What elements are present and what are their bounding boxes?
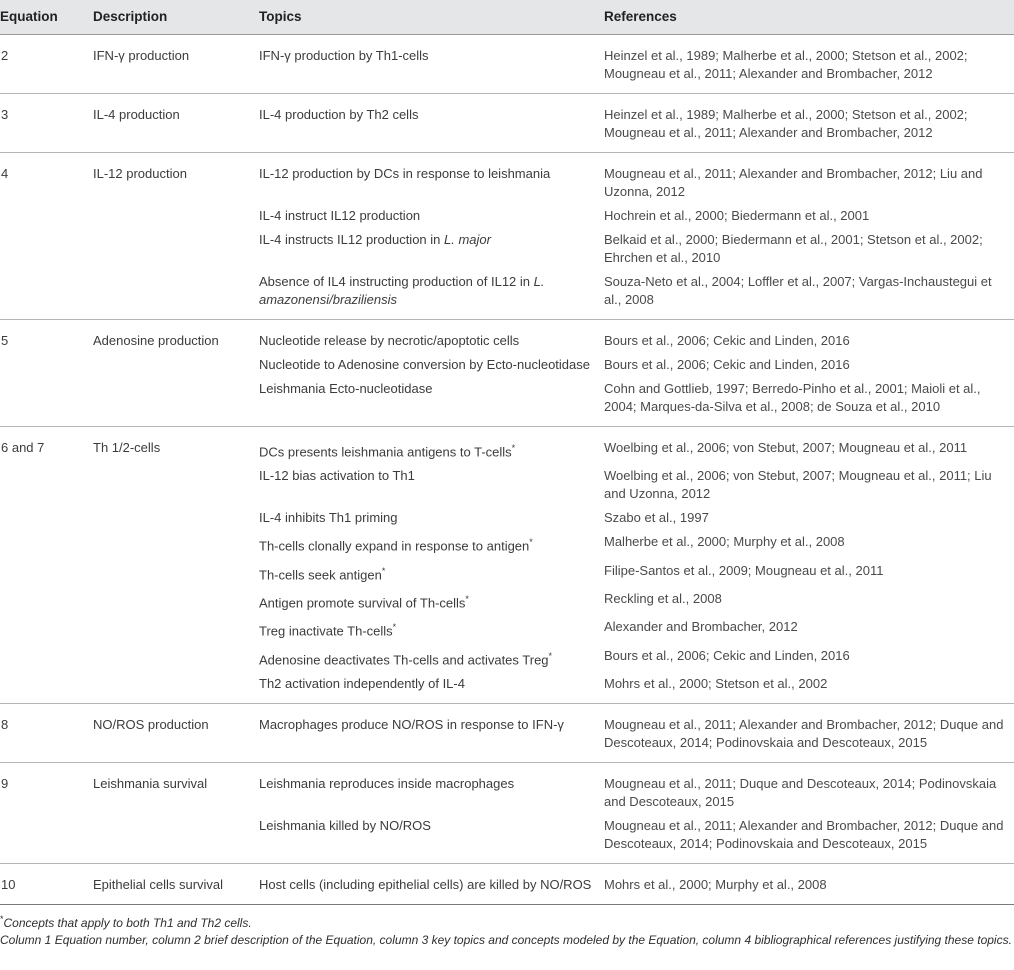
topic-text: Adenosine deactivates Th-cells and activates Treg <box>259 651 549 667</box>
cell-references: Mougneau et al., 2011; Alexander and Brombacher, 2012; Duque and Descoteaux, 2014; Podinovskaia and Descoteaux, 2015 <box>604 814 1014 864</box>
cell-equation: 3 <box>0 94 93 153</box>
topic-text: Th-cells seek antigen <box>259 566 382 582</box>
cell-references: Bours et al., 2006; Cekic and Linden, 2016 <box>604 647 850 663</box>
table-row <box>0 863 1014 904</box>
cell-references: Heinzel et al., 1989; Malherbe et al., 2000; Stetson et al., 2002; Mougneau et al., 2011; Alexander and Brombacher, 2012 <box>604 94 1014 153</box>
table-row <box>0 35 1014 94</box>
table-row <box>0 814 1014 864</box>
cell-topic <box>259 644 604 672</box>
topic-text: Th2 activation independently of IL-4 <box>259 675 465 691</box>
table-row <box>0 153 1014 205</box>
cell-topic <box>259 762 604 814</box>
cell-description <box>93 506 259 530</box>
cell-topic <box>259 320 604 354</box>
cell-description: IL-12 production <box>93 166 187 181</box>
header-topics: Topics <box>259 0 604 35</box>
cell-topic <box>259 427 604 465</box>
cell-description <box>93 270 259 320</box>
topic-text: IL-4 production by Th2 cells <box>259 107 419 122</box>
table-row <box>0 427 1014 465</box>
cell-topic <box>259 587 604 615</box>
table-row <box>0 320 1014 354</box>
cell-description: NO/ROS production <box>93 703 259 762</box>
cell-equation: 5 <box>1 333 9 348</box>
footnote-marker: * <box>381 565 386 576</box>
table-row <box>0 464 1014 506</box>
topic-text: Treg inactivate Th-cells <box>259 623 393 639</box>
cell-description <box>93 814 259 864</box>
cell-description <box>93 644 259 672</box>
cell-references: Filipe-Santos et al., 2009; Mougneau et al., 2011 <box>604 562 884 578</box>
table-row <box>0 506 1014 530</box>
header-references: References <box>604 0 1014 35</box>
cell-description <box>93 204 259 228</box>
cell-description: Leishmania survival <box>93 775 208 791</box>
topic-text: IL-12 bias activation to Th1 <box>259 468 415 484</box>
header-description: Description <box>93 0 259 35</box>
topic-species: L. major <box>444 232 491 247</box>
topic-text: Leishmania Ecto-nucleotidase <box>259 381 433 396</box>
cell-description <box>93 587 259 615</box>
table-body <box>0 35 1014 905</box>
topic-text: Th-cells clonally expand in response to antigen <box>259 538 530 554</box>
cell-topic <box>259 464 604 506</box>
cell-topic <box>259 228 604 270</box>
footnote-text: Concepts that apply to both Th1 and Th2 cells. <box>3 915 252 930</box>
table-row <box>0 644 1014 672</box>
topic-text: Host cells (including epithelial cells) are killed by NO/ROS <box>259 876 592 892</box>
table-row <box>0 559 1014 587</box>
cell-references: Cohn and Gottlieb, 1997; Berredo-Pinho et al., 2001; Maioli et al., 2004; Marques-da-Silva et al., 2008; de Souza et al., 2010 <box>604 377 1014 427</box>
footnote-asterisk <box>0 911 1014 932</box>
cell-references: Alexander and Brombacher, 2012 <box>604 619 798 635</box>
cell-topic <box>259 35 604 94</box>
table-row <box>0 672 1014 704</box>
cell-description <box>93 615 259 643</box>
cell-references: Heinzel et al., 1989; Malherbe et al., 2000; Stetson et al., 2002; Mougneau et al., 2011; Alexander and Brombacher, 2012 <box>604 35 1014 94</box>
topic-species: L. amazonensi/braziliensis <box>259 274 545 307</box>
header-row <box>0 0 1014 35</box>
cell-topic <box>259 703 604 762</box>
topic-text: Nucleotide to Adenosine conversion by Ecto-nucleotidase <box>259 357 590 372</box>
cell-equation <box>0 587 93 615</box>
cell-description: Th 1/2-cells <box>93 440 161 455</box>
topic-text: Macrophages produce NO/ROS in response to IFN-γ <box>259 716 564 732</box>
cell-references: Mougneau et al., 2011; Duque and Descoteaux, 2014; Podinovskaia and Descoteaux, 2015 <box>604 775 997 809</box>
cell-equation <box>0 228 93 270</box>
cell-topic <box>259 530 604 558</box>
cell-references: Reckling et al., 2008 <box>604 590 722 606</box>
cell-topic <box>259 559 604 587</box>
cell-topic <box>259 615 604 643</box>
topic-text: Antigen promote survival of Th-cells <box>259 595 466 611</box>
footnote-marker: * <box>0 913 4 924</box>
cell-description <box>93 377 259 427</box>
cell-references: Mohrs et al., 2000; Stetson et al., 2002 <box>604 672 1014 704</box>
cell-topic <box>259 153 604 205</box>
cell-references: Mougneau et al., 2011; Alexander and Brombacher, 2012; Liu and Uzonna, 2012 <box>604 166 983 199</box>
cell-references: Hochrein et al., 2000; Biedermann et al., 2001 <box>604 208 870 223</box>
cell-equation: 6 and 7 <box>1 440 45 455</box>
cell-references: Mougneau et al., 2011; Alexander and Brombacher, 2012; Duque and Descoteaux, 2014; Podinovskaia and Descoteaux, 2015 <box>604 703 1014 762</box>
cell-topic <box>259 672 604 704</box>
table-footnotes <box>0 905 1014 949</box>
header-equation: Equation <box>0 0 93 35</box>
topic-text: IL-12 production by DCs in response to leishmania <box>259 166 551 181</box>
cell-topic <box>259 94 604 153</box>
cell-equation <box>0 506 93 530</box>
cell-topic <box>259 270 604 320</box>
table-caption: Column 1 Equation number, column 2 brief description of the Equation, column 3 key topics and concepts modeled by the Equation, column 4 bibliographical references justifying these topics. <box>0 932 1012 947</box>
cell-equation: 10 <box>0 863 93 904</box>
cell-topic <box>259 863 604 904</box>
table-row <box>0 703 1014 762</box>
cell-references: Szabo et al., 1997 <box>604 510 709 526</box>
topic-text: Leishmania killed by NO/ROS <box>259 817 431 833</box>
cell-references: Woelbing et al., 2006; von Stebut, 2007; Mougneau et al., 2011; Liu and Uzonna, 2012 <box>604 468 992 502</box>
topic-text: Leishmania reproduces inside macrophages <box>259 775 515 791</box>
cell-references: Malherbe et al., 2000; Murphy et al., 2008 <box>604 534 845 550</box>
topic-text: Nucleotide release by necrotic/apoptotic cells <box>259 333 520 348</box>
topic-text: DCs presents leishmania antigens to T-cells <box>259 444 512 460</box>
table-row <box>0 228 1014 270</box>
cell-equation <box>0 204 93 228</box>
cell-topic <box>259 814 604 864</box>
footnote-marker: * <box>511 443 516 453</box>
cell-equation: 9 <box>1 775 9 791</box>
cell-description <box>93 464 259 506</box>
cell-references: Woelbing et al., 2006; von Stebut, 2007; Mougneau et al., 2011 <box>604 440 968 455</box>
table-row <box>0 94 1014 153</box>
cell-equation <box>0 530 93 558</box>
table-row <box>0 377 1014 427</box>
cell-description: IL-4 production <box>93 94 259 153</box>
footnote-marker: * <box>465 593 469 604</box>
cell-equation <box>0 814 93 864</box>
cell-equation <box>0 672 93 704</box>
cell-references: Mohrs et al., 2000; Murphy et al., 2008 <box>604 863 1014 904</box>
cell-equation: 2 <box>0 35 93 94</box>
footnote-marker: * <box>548 650 553 661</box>
topic-text: IL-4 instruct IL12 production <box>259 208 421 223</box>
cell-references: Belkaid et al., 2000; Biedermann et al., 2001; Stetson et al., 2002; Ehrchen et al., 2010 <box>604 232 983 265</box>
cell-topic <box>259 506 604 530</box>
cell-equation <box>0 615 93 643</box>
cell-description: Epithelial cells survival <box>93 863 259 904</box>
table-row <box>0 204 1014 228</box>
cell-description <box>93 672 259 704</box>
topic-text: IFN-γ production by Th1-cells <box>259 48 429 63</box>
cell-equation <box>0 377 93 427</box>
footnote-marker: * <box>392 622 397 633</box>
cell-references: Bours et al., 2006; Cekic and Linden, 2016 <box>604 333 850 348</box>
cell-description <box>93 228 259 270</box>
cell-equation <box>0 464 93 506</box>
cell-description <box>93 530 259 558</box>
cell-equation: 4 <box>1 166 9 181</box>
cell-description <box>93 353 259 377</box>
cell-equation: 8 <box>0 703 93 762</box>
cell-description <box>93 559 259 587</box>
table-row <box>0 353 1014 377</box>
cell-description: Adenosine production <box>93 333 219 348</box>
cell-description: IFN-γ production <box>93 35 259 94</box>
footnote-marker: * <box>529 537 533 548</box>
topic-text: Absence of IL4 instructing production of IL12 in <box>259 274 534 289</box>
table-row <box>0 615 1014 643</box>
cell-equation <box>0 270 93 320</box>
cell-topic <box>259 353 604 377</box>
cell-equation <box>0 353 93 377</box>
table-row <box>0 762 1014 814</box>
cell-topic <box>259 377 604 427</box>
cell-equation <box>0 559 93 587</box>
cell-topic <box>259 204 604 228</box>
cell-references: Bours et al., 2006; Cekic and Linden, 2016 <box>604 357 850 372</box>
cell-references: Souza-Neto et al., 2004; Loffler et al., 2007; Vargas-Inchaustegui et al., 2008 <box>604 270 1014 320</box>
table-row <box>0 530 1014 558</box>
table-row <box>0 587 1014 615</box>
cell-equation <box>0 644 93 672</box>
topic-text: IL-4 instructs IL12 production in <box>259 232 444 247</box>
topic-text: IL-4 inhibits Th1 priming <box>259 510 398 526</box>
table-row <box>0 270 1014 320</box>
